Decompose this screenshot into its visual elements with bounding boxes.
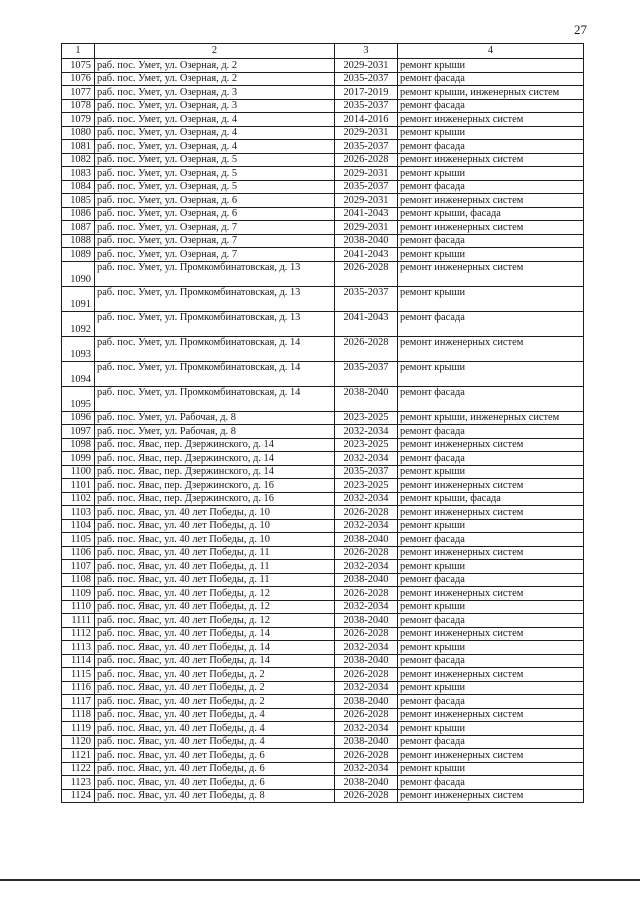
table-row (62, 386, 584, 411)
row-period-cell: 2038-2040 (335, 654, 398, 668)
row-work-cell: ремонт крыши, инженерных систем (398, 86, 584, 100)
row-period-cell: 2029-2031 (335, 126, 398, 140)
row-period-cell: 2032-2034 (335, 762, 398, 776)
table-row (62, 546, 584, 560)
row-period-cell: 2032-2034 (335, 519, 398, 533)
row-address-cell: раб. пос. Явас, ул. 40 лет Победы, д. 6 (95, 776, 335, 790)
row-period-cell: 2035-2037 (335, 361, 398, 386)
row-number-cell: 1113 (62, 641, 95, 655)
row-period-cell: 2026-2028 (335, 546, 398, 560)
row-number-cell: 1099 (62, 452, 95, 466)
row-work-cell: ремонт крыши (398, 126, 584, 140)
row-work-cell: ремонт инженерных систем (398, 587, 584, 601)
table-row (62, 194, 584, 208)
row-address-cell: раб. пос. Умет, ул. Озерная, д. 2 (95, 59, 335, 73)
row-address-cell: раб. пос. Явас, пер. Дзержинского, д. 14 (95, 465, 335, 479)
row-work-cell: ремонт фасада (398, 695, 584, 709)
row-work-cell: ремонт инженерных систем (398, 194, 584, 208)
row-address-cell: раб. пос. Умет, ул. Озерная, д. 2 (95, 72, 335, 86)
row-number-cell: 1103 (62, 506, 95, 520)
row-address-cell: раб. пос. Умет, ул. Озерная, д. 3 (95, 86, 335, 100)
row-address-cell: раб. пос. Явас, ул. 40 лет Победы, д. 11 (95, 573, 335, 587)
row-address-cell: раб. пос. Умет, ул. Озерная, д. 5 (95, 167, 335, 181)
row-number-cell: 1083 (62, 167, 95, 181)
row-period-cell: 2038-2040 (335, 614, 398, 628)
table-row (62, 600, 584, 614)
row-work-cell: ремонт крыши (398, 762, 584, 776)
row-number-cell: 1075 (62, 59, 95, 73)
row-work-cell: ремонт фасада (398, 234, 584, 248)
row-address-cell: раб. пос. Умет, ул. Промкомбинатовская, д. 14 (95, 361, 335, 386)
row-work-cell: ремонт инженерных систем (398, 708, 584, 722)
row-period-cell: 2026-2028 (335, 336, 398, 361)
header-col-work: 4 (398, 44, 584, 59)
table-row (62, 234, 584, 248)
table-row (62, 681, 584, 695)
row-work-cell: ремонт крыши (398, 519, 584, 533)
row-work-cell: ремонт фасада (398, 180, 584, 194)
scan-edge-line (0, 879, 640, 881)
table-row (62, 361, 584, 386)
row-work-cell: ремонт фасада (398, 140, 584, 154)
row-address-cell: раб. пос. Явас, ул. 40 лет Победы, д. 2 (95, 695, 335, 709)
row-number-cell: 1108 (62, 573, 95, 587)
table-row (62, 180, 584, 194)
row-address-cell: раб. пос. Явас, ул. 40 лет Победы, д. 12 (95, 600, 335, 614)
row-number-cell: 1085 (62, 194, 95, 208)
table-row (62, 99, 584, 113)
table-row (62, 776, 584, 790)
row-period-cell: 2023-2025 (335, 411, 398, 425)
row-work-cell: ремонт инженерных систем (398, 546, 584, 560)
row-period-cell: 2032-2034 (335, 722, 398, 736)
row-period-cell: 2023-2025 (335, 438, 398, 452)
table-row (62, 261, 584, 286)
row-work-cell: ремонт инженерных систем (398, 153, 584, 167)
row-address-cell: раб. пос. Явас, ул. 40 лет Победы, д. 4 (95, 722, 335, 736)
row-work-cell: ремонт крыши, инженерных систем (398, 411, 584, 425)
row-address-cell: раб. пос. Явас, ул. 40 лет Победы, д. 6 (95, 762, 335, 776)
row-number-cell: 1115 (62, 668, 95, 682)
row-address-cell: раб. пос. Умет, ул. Рабочая, д. 8 (95, 411, 335, 425)
row-number-cell: 1112 (62, 627, 95, 641)
row-number-cell: 1089 (62, 248, 95, 262)
row-address-cell: раб. пос. Явас, пер. Дзержинского, д. 14 (95, 438, 335, 452)
row-period-cell: 2032-2034 (335, 560, 398, 574)
row-address-cell: раб. пос. Умет, ул. Промкомбинатовская, д. 14 (95, 386, 335, 411)
row-address-cell: раб. пос. Умет, ул. Промкомбинатовская, д. 13 (95, 286, 335, 311)
row-work-cell: ремонт инженерных систем (398, 627, 584, 641)
table-row (62, 140, 584, 154)
row-period-cell: 2038-2040 (335, 386, 398, 411)
table-row (62, 492, 584, 506)
row-work-cell: ремонт крыши, фасада (398, 492, 584, 506)
row-period-cell: 2026-2028 (335, 708, 398, 722)
row-address-cell: раб. пос. Явас, ул. 40 лет Победы, д. 6 (95, 749, 335, 763)
row-number-cell: 1077 (62, 86, 95, 100)
row-address-cell: раб. пос. Явас, ул. 40 лет Победы, д. 8 (95, 789, 335, 803)
row-number-cell: 1088 (62, 234, 95, 248)
table-row (62, 668, 584, 682)
table-row (62, 749, 584, 763)
row-number-cell: 1121 (62, 749, 95, 763)
table-row (62, 735, 584, 749)
table-row (62, 59, 584, 73)
row-work-cell: ремонт крыши, фасада (398, 207, 584, 221)
row-number-cell: 1093 (62, 336, 95, 361)
row-number-cell: 1080 (62, 126, 95, 140)
row-number-cell: 1098 (62, 438, 95, 452)
row-number-cell: 1101 (62, 479, 95, 493)
row-work-cell: ремонт инженерных систем (398, 479, 584, 493)
row-address-cell: раб. пос. Умет, ул. Промкомбинатовская, д. 13 (95, 261, 335, 286)
row-work-cell: ремонт фасада (398, 72, 584, 86)
row-number-cell: 1114 (62, 654, 95, 668)
table-row (62, 614, 584, 628)
table-row (62, 153, 584, 167)
table-row (62, 72, 584, 86)
row-number-cell: 1118 (62, 708, 95, 722)
row-period-cell: 2026-2028 (335, 261, 398, 286)
row-period-cell: 2038-2040 (335, 735, 398, 749)
row-address-cell: раб. пос. Явас, ул. 40 лет Победы, д. 14 (95, 627, 335, 641)
table-row (62, 506, 584, 520)
row-address-cell: раб. пос. Умет, ул. Озерная, д. 5 (95, 153, 335, 167)
table-row (62, 86, 584, 100)
row-address-cell: раб. пос. Явас, ул. 40 лет Победы, д. 10 (95, 519, 335, 533)
row-work-cell: ремонт инженерных систем (398, 506, 584, 520)
table-row (62, 587, 584, 601)
table-row (62, 452, 584, 466)
row-period-cell: 2029-2031 (335, 167, 398, 181)
row-address-cell: раб. пос. Умет, ул. Озерная, д. 7 (95, 234, 335, 248)
table-row (62, 248, 584, 262)
row-work-cell: ремонт фасада (398, 735, 584, 749)
row-work-cell: ремонт крыши (398, 600, 584, 614)
row-work-cell: ремонт крыши (398, 167, 584, 181)
row-period-cell: 2032-2034 (335, 641, 398, 655)
row-period-cell: 2038-2040 (335, 776, 398, 790)
row-period-cell: 2041-2043 (335, 311, 398, 336)
row-period-cell: 2026-2028 (335, 668, 398, 682)
row-number-cell: 1122 (62, 762, 95, 776)
table-row (62, 519, 584, 533)
row-address-cell: раб. пос. Явас, пер. Дзержинского, д. 16 (95, 492, 335, 506)
row-number-cell: 1090 (62, 261, 95, 286)
row-period-cell: 2041-2043 (335, 207, 398, 221)
row-period-cell: 2035-2037 (335, 286, 398, 311)
row-number-cell: 1079 (62, 113, 95, 127)
row-number-cell: 1094 (62, 361, 95, 386)
table-row (62, 533, 584, 547)
row-address-cell: раб. пос. Умет, ул. Озерная, д. 7 (95, 248, 335, 262)
row-address-cell: раб. пос. Явас, ул. 40 лет Победы, д. 10 (95, 506, 335, 520)
row-number-cell: 1078 (62, 99, 95, 113)
row-work-cell: ремонт фасада (398, 99, 584, 113)
row-work-cell: ремонт крыши (398, 465, 584, 479)
row-work-cell: ремонт крыши (398, 248, 584, 262)
row-work-cell: ремонт крыши (398, 722, 584, 736)
row-number-cell: 1124 (62, 789, 95, 803)
row-number-cell: 1097 (62, 425, 95, 439)
table-row (62, 708, 584, 722)
table-row (62, 560, 584, 574)
row-number-cell: 1095 (62, 386, 95, 411)
table-row (62, 573, 584, 587)
row-number-cell: 1082 (62, 153, 95, 167)
table-row (62, 207, 584, 221)
row-address-cell: раб. пос. Явас, ул. 40 лет Победы, д. 12 (95, 587, 335, 601)
row-address-cell: раб. пос. Явас, ул. 40 лет Победы, д. 14 (95, 641, 335, 655)
row-address-cell: раб. пос. Явас, ул. 40 лет Победы, д. 10 (95, 533, 335, 547)
row-work-cell: ремонт фасада (398, 654, 584, 668)
table-row (62, 411, 584, 425)
table-row (62, 695, 584, 709)
row-number-cell: 1100 (62, 465, 95, 479)
row-address-cell: раб. пос. Явас, ул. 40 лет Победы, д. 2 (95, 668, 335, 682)
row-work-cell: ремонт фасада (398, 311, 584, 336)
row-number-cell: 1087 (62, 221, 95, 235)
row-address-cell: раб. пос. Умет, ул. Озерная, д. 6 (95, 207, 335, 221)
row-address-cell: раб. пос. Умет, ул. Озерная, д. 7 (95, 221, 335, 235)
row-address-cell: раб. пос. Умет, ул. Промкомбинатовская, д. 13 (95, 311, 335, 336)
row-number-cell: 1120 (62, 735, 95, 749)
table-row (62, 336, 584, 361)
table-row (62, 627, 584, 641)
row-work-cell: ремонт инженерных систем (398, 221, 584, 235)
row-address-cell: раб. пос. Умет, ул. Озерная, д. 6 (95, 194, 335, 208)
row-period-cell: 2029-2031 (335, 221, 398, 235)
table-row (62, 654, 584, 668)
row-period-cell: 2035-2037 (335, 465, 398, 479)
table-row (62, 286, 584, 311)
table-row (62, 221, 584, 235)
row-period-cell: 2026-2028 (335, 153, 398, 167)
row-period-cell: 2038-2040 (335, 573, 398, 587)
row-work-cell: ремонт фасада (398, 533, 584, 547)
row-address-cell: раб. пос. Умет, ул. Озерная, д. 4 (95, 126, 335, 140)
row-address-cell: раб. пос. Явас, пер. Дзержинского, д. 14 (95, 452, 335, 466)
row-address-cell: раб. пос. Умет, ул. Рабочая, д. 8 (95, 425, 335, 439)
row-address-cell: раб. пос. Явас, ул. 40 лет Победы, д. 12 (95, 614, 335, 628)
row-number-cell: 1092 (62, 311, 95, 336)
table-row (62, 438, 584, 452)
row-number-cell: 1110 (62, 600, 95, 614)
row-number-cell: 1106 (62, 546, 95, 560)
header-col-number: 1 (62, 44, 95, 59)
row-period-cell: 2032-2034 (335, 681, 398, 695)
row-work-cell: ремонт крыши (398, 560, 584, 574)
row-work-cell: ремонт инженерных систем (398, 668, 584, 682)
row-address-cell: раб. пос. Явас, ул. 40 лет Победы, д. 4 (95, 708, 335, 722)
row-period-cell: 2026-2028 (335, 749, 398, 763)
row-address-cell: раб. пос. Умет, ул. Озерная, д. 4 (95, 113, 335, 127)
row-period-cell: 2029-2031 (335, 59, 398, 73)
row-number-cell: 1123 (62, 776, 95, 790)
table-row (62, 465, 584, 479)
table-row (62, 641, 584, 655)
row-period-cell: 2038-2040 (335, 533, 398, 547)
table-row (62, 113, 584, 127)
row-work-cell: ремонт крыши (398, 286, 584, 311)
row-number-cell: 1084 (62, 180, 95, 194)
row-address-cell: раб. пос. Явас, ул. 40 лет Победы, д. 4 (95, 735, 335, 749)
row-period-cell: 2035-2037 (335, 140, 398, 154)
row-address-cell: раб. пос. Явас, пер. Дзержинского, д. 16 (95, 479, 335, 493)
row-number-cell: 1091 (62, 286, 95, 311)
row-period-cell: 2026-2028 (335, 627, 398, 641)
table-row (62, 167, 584, 181)
row-work-cell: ремонт инженерных систем (398, 113, 584, 127)
row-period-cell: 2035-2037 (335, 180, 398, 194)
row-work-cell: ремонт инженерных систем (398, 336, 584, 361)
row-number-cell: 1096 (62, 411, 95, 425)
row-address-cell: раб. пос. Явас, ул. 40 лет Победы, д. 11 (95, 546, 335, 560)
table-row (62, 479, 584, 493)
row-period-cell: 2032-2034 (335, 600, 398, 614)
row-address-cell: раб. пос. Явас, ул. 40 лет Победы, д. 2 (95, 681, 335, 695)
row-period-cell: 2026-2028 (335, 587, 398, 601)
row-address-cell: раб. пос. Умет, ул. Озерная, д. 5 (95, 180, 335, 194)
row-number-cell: 1119 (62, 722, 95, 736)
row-work-cell: ремонт инженерных систем (398, 261, 584, 286)
table-header-row (62, 44, 584, 59)
row-number-cell: 1116 (62, 681, 95, 695)
table-row (62, 762, 584, 776)
row-work-cell: ремонт фасада (398, 425, 584, 439)
row-work-cell: ремонт инженерных систем (398, 438, 584, 452)
row-number-cell: 1109 (62, 587, 95, 601)
row-work-cell: ремонт инженерных систем (398, 749, 584, 763)
row-period-cell: 2023-2025 (335, 479, 398, 493)
row-number-cell: 1076 (62, 72, 95, 86)
table-row (62, 126, 584, 140)
row-period-cell: 2032-2034 (335, 425, 398, 439)
row-number-cell: 1086 (62, 207, 95, 221)
row-address-cell: раб. пос. Умет, ул. Промкомбинатовская, д. 14 (95, 336, 335, 361)
row-period-cell: 2041-2043 (335, 248, 398, 262)
row-work-cell: ремонт фасада (398, 386, 584, 411)
row-work-cell: ремонт фасада (398, 614, 584, 628)
row-address-cell: раб. пос. Умет, ул. Озерная, д. 3 (95, 99, 335, 113)
row-work-cell: ремонт инженерных систем (398, 789, 584, 803)
row-period-cell: 2035-2037 (335, 99, 398, 113)
header-col-period: 3 (335, 44, 398, 59)
row-period-cell: 2038-2040 (335, 695, 398, 709)
table-row (62, 722, 584, 736)
row-address-cell: раб. пос. Явас, ул. 40 лет Победы, д. 14 (95, 654, 335, 668)
row-number-cell: 1107 (62, 560, 95, 574)
row-period-cell: 2026-2028 (335, 506, 398, 520)
row-address-cell: раб. пос. Явас, ул. 40 лет Победы, д. 11 (95, 560, 335, 574)
row-number-cell: 1102 (62, 492, 95, 506)
row-period-cell: 2029-2031 (335, 194, 398, 208)
row-period-cell: 2035-2037 (335, 72, 398, 86)
row-period-cell: 2014-2016 (335, 113, 398, 127)
row-work-cell: ремонт фасада (398, 573, 584, 587)
row-work-cell: ремонт крыши (398, 59, 584, 73)
row-work-cell: ремонт фасада (398, 776, 584, 790)
page-number: 27 (574, 22, 587, 37)
header-col-address: 2 (95, 44, 335, 59)
row-number-cell: 1105 (62, 533, 95, 547)
row-number-cell: 1104 (62, 519, 95, 533)
row-number-cell: 1117 (62, 695, 95, 709)
row-period-cell: 2038-2040 (335, 234, 398, 248)
row-address-cell: раб. пос. Умет, ул. Озерная, д. 4 (95, 140, 335, 154)
row-work-cell: ремонт крыши (398, 681, 584, 695)
table-row (62, 311, 584, 336)
row-period-cell: 2017-2019 (335, 86, 398, 100)
row-number-cell: 1111 (62, 614, 95, 628)
repair-schedule-table (61, 43, 584, 803)
table-row (62, 789, 584, 803)
row-work-cell: ремонт фасада (398, 452, 584, 466)
row-work-cell: ремонт крыши (398, 361, 584, 386)
row-period-cell: 2032-2034 (335, 492, 398, 506)
row-period-cell: 2032-2034 (335, 452, 398, 466)
table-row (62, 425, 584, 439)
row-period-cell: 2026-2028 (335, 789, 398, 803)
row-work-cell: ремонт крыши (398, 641, 584, 655)
row-number-cell: 1081 (62, 140, 95, 154)
